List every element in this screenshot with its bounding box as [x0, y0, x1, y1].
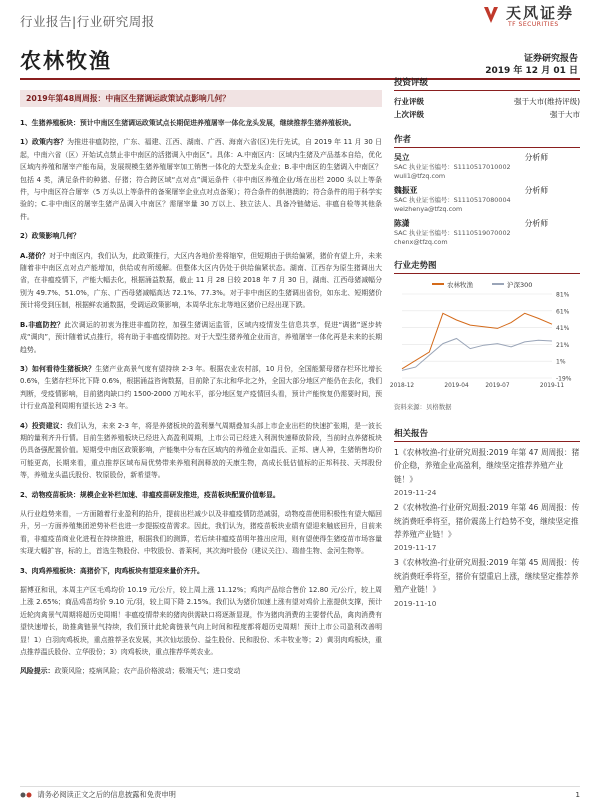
- body-text: [20, 117, 382, 678]
- analyst-name: 魏振亚: [394, 186, 418, 195]
- body-paragraph: [20, 565, 382, 577]
- report-subtitle: 2019年第48周周报：中南区生猪调运政策试点影响几何？: [20, 90, 382, 107]
- report-type: 证券研究报告: [523, 54, 578, 64]
- logo-icon: [480, 3, 502, 27]
- authors-list: [394, 152, 580, 247]
- paragraph-text: 预计中南区生猪调运政策试点长期促进养殖屠宰一体化龙头发展，继续推荐生猪养殖板块。: [79, 119, 356, 127]
- y-tick-label: 1%: [556, 358, 566, 366]
- previous-rating: [394, 108, 580, 121]
- related-report-date: 2019-11-17: [394, 543, 437, 553]
- related-report-link[interactable]: 1《农林牧渔-行业研究周报:2019 年第 47 周周报：猪价企稳，养殖企业高盈利，继续坚定推荐养殖产业链！》: [394, 448, 580, 484]
- analyst-name-row: [394, 152, 580, 163]
- company-logo: [480, 0, 590, 30]
- paragraph-heading: 1、生猪养殖板块：: [20, 119, 80, 127]
- paragraph-text: 生猪产业高景气度有望持续 2-3 年。根据农业农村部，10 月份，全国能繁母猪存栏环比增长 0.6%，生猪存栏环比下降 0.6%，根据涌益咨询数据，目前除了东北和华北之外，全国大部分地区产能仍在去化，我们判断，受疫情影响，目前猪肉缺口约 1500-2000 万吨水平，部分地区复产疫情回头看，预计产能恢复仍需要时间，预计行业高盈利周期有望长达 2-3 年。: [20, 364, 382, 411]
- related-reports-list: [394, 446, 580, 608]
- paragraph-heading: 2、动物疫苗板块：规模企业补栏加速、非瘟疫苗研发推进，疫苗板块配置价值彰显。: [20, 490, 280, 499]
- paragraph-heading: A.猪价？: [20, 251, 49, 260]
- analyst-email[interactable]: chenx@tfzq.com: [394, 238, 448, 246]
- rating-section-title: 投资评级: [394, 76, 580, 91]
- paragraph-text: 为推进非瘟防控，广东、福建、江西、湖南、广西、海南六省(区)先行先试，自 2019 年 11 月 30 日起，中南六省（区）开始试点禁止非中南区的活猪调入中南区”。具体：A.中南区内：区域内生猪及产品基本自给，优化区域内养殖和屠宰产能布局，发展规模生猪养殖屠宰加工销售一体化的大型龙头企业；B.非中南区的生猪调入中南区？包括 4 类，满足条件的种猪、仔猪；符合跨区域“点对点”调运条件（非中南区养殖企业/场在出栏 2000 头以上等条件，与中南区符合屠宰（5 万头以上等条件的备案屠宰企业点对点备案）；符合条件的供港澳的；符合条件的用于科学实验的；C.非中南区的屠宰生猪产品调入中南区？需屠宰量 30 万以上、独立法人、具备冷链储运、非瘟自检等其他条件。: [20, 138, 383, 221]
- body-paragraph: [20, 508, 382, 558]
- sidebar: [389, 76, 580, 790]
- legend-label: 沪深300: [507, 281, 533, 289]
- related-report-link[interactable]: 3《农林牧渔-行业研究周报:2019 年第 45 周周报：传统消费旺季将至，猪价有望重启上涨，继续坚定推荐养殖产业链！》: [394, 558, 580, 595]
- paragraph-text: 此次调运的初衷为推进非瘟防控，加强生猪调运监管，区域内疫情发生信息共享，促进“调猪”逐步转成“调肉”，预计随着试点推行，将有助于非瘟疫情防控。对于大型生猪养殖企业而言，养殖屠宰一体化再是未来的长期趋势。: [20, 320, 383, 354]
- main-content: [20, 84, 382, 790]
- paragraph-text: 我们认为，未来 2-3 年，将是养猪板块的盈利暴气周期叠加头部上市企业出栏的快速扩张期，是一波长期的量利齐升行情。目前生猪养殖板块已经进入高盈利周期，上市公司已经进入利润快速释放阶段，当前时点养猪板块仍具备强配置价值。短期受中南区政策影响，产能集中分布在区域内的养殖企业如温氏、正邦、唐人神，生猪销售均价可能更高，长期来看，重点推荐区域布局优势带来养殖利润释放的天康生物，高成长低估值标的正邦科技、天邦股份等，养殖龙头温氏股份、牧原股份，新希望等。: [20, 421, 382, 480]
- y-tick-label: 21%: [556, 341, 570, 349]
- analyst-role: 分析师: [524, 186, 548, 195]
- report-category: 行业报告|行业研究周报: [20, 14, 155, 29]
- analyst-cert: SAC 执业证书编号：S1110517010002: [394, 163, 511, 171]
- trend-chart-svg: [389, 278, 580, 396]
- paragraph-text: 政策风险；疫病风险；农产品价格波动；极端天气；进口变动: [54, 667, 241, 676]
- paragraph-heading: 3、肉鸡养殖板块：高猪价下，肉鸡板块有望迎来量价齐升。: [20, 566, 204, 575]
- trend-chart: [389, 278, 580, 400]
- chart-source: 资料来源：贝格数据: [394, 403, 452, 411]
- paragraph-text: 据博亚和讯，本周主产区毛鸡均价 10.19 元/公斤，较上周上涨 11.12%；鸡肉产品综合售价 12.80 元/公斤，较上周上涨 2.65%；商品鸡苗均价 9.10 元/羽，较上周下降 2.15%。我们认为猪价加速上涨有望对鸡价上涨提供支撑，预计近轮肉禽景气周期将超历史周期！非瘟疫情带来的猪肉供需缺口将逐渐显现，作为猪肉消费的主要替代品，禽肉消费有望快速增长，助推禽链景气持续，我们预计此轮禽链景气向上时间和程度都将超历史周期！预计上市公司盈利改善明显！1）白羽肉鸡板块，重点推荐圣农发展，其次仙坛股份、益生股份、民和股份、禾丰牧业等；2）黄羽肉鸡板块，重点推荐温氏股份、立华股份；3）肉鸡板块，重点推荐华英农业。: [20, 586, 382, 657]
- page-title: 农林牧渔: [20, 49, 112, 73]
- analyst-entry: [394, 185, 580, 214]
- industry-rating-value: 强于大市(维持评级): [514, 97, 580, 106]
- paragraph-heading: 1）政策内容？: [20, 138, 68, 147]
- page-number: 1: [575, 790, 580, 799]
- related-report-link[interactable]: 2《农林牧渔-行业研究周报:2019 年第 46 周周报：传统消费旺季将至，猪价震荡上行趋势不变，继续坚定推荐养殖产业链！》: [394, 503, 580, 540]
- trend-section-title: 行业走势图: [394, 259, 580, 274]
- x-tick-label: 2019-04: [444, 383, 469, 389]
- analyst-role: 分析师: [524, 219, 548, 228]
- analyst-name-row: [394, 185, 580, 196]
- logo-text: 天风证券: [506, 4, 575, 22]
- analyst-email[interactable]: wuli1@tfzq.com: [394, 172, 446, 180]
- y-tick-label: 81%: [556, 291, 570, 299]
- related-report-date: 2019-11-10: [394, 598, 437, 608]
- logo-subtext: TF SECURITIES: [508, 21, 559, 28]
- paragraph-heading: 2）政策影响几何？: [20, 232, 80, 241]
- body-paragraph: [20, 117, 382, 129]
- paragraph-text: 从行业趋势来看，一方面随着行业盈利的抬升，提前出栏减少以及非瘟疫情防范减弱，动物疫苗使用积极性有望大幅回升，另一方面养殖集团逆势补栏也进一步提振疫苗需求。因此，我们认为，猪疫苗板块业绩有望迎来触底回升，目前来看，非瘟疫苗商业化进程在持续推进，根据我们的测算，若后续非瘟疫苗明年推出应用，则有望使得生猪疫苗市场容量实现大幅扩容，标的上，首选生物股份、中牧股份、普莱柯，其次海叶股份（建议关注）、瑞普生物、金河生物等。: [20, 509, 382, 556]
- analyst-cert: SAC 执业证书编号：S1110517080004: [394, 196, 511, 204]
- body-paragraph: [20, 230, 382, 242]
- body-paragraph: [20, 584, 382, 658]
- y-tick-label: -19%: [556, 375, 572, 383]
- paragraph-heading: 3）如何看待生猪板块？: [20, 364, 96, 373]
- previous-rating-value: 强于大市: [550, 110, 580, 119]
- analyst-role: 分析师: [524, 153, 548, 162]
- x-tick-label: 2018-12: [389, 383, 415, 389]
- report-date: 2019 年 12 月 01 日: [485, 66, 578, 76]
- body-paragraph: [20, 420, 382, 482]
- disclaimer-text[interactable]: 请务必阅读正文之后的信息披露和免责申明: [37, 790, 176, 799]
- analyst-name: 陈潇: [394, 219, 410, 228]
- footer-logo-icon: [20, 791, 32, 799]
- paragraph-text: 对于中南区内，我们认为，此政策推行，大区内各地价差将缩窄，但短期由于供给偏紧，猪价有望上升，未来随着非中南区点对点产能增加，供给或有所缓解。但整体大区内仍处于供给偏紧状态。湖南、江西存为原生猪调出大省，在非瘟疫情下，产能大幅去化，根据涌益数据，截止 11 月 28 日较 2018 年 7 月 30 日，湖南、江西母猪减幅分别为 49.7%、51.0%，广东、广西母猪减幅高达 72.1%、77.3%。对于非中南区的生猪调出省份，如东北、短期猪价预计将受到压制，根据鲜农通数据，受调运政策影响，本周华北东北等地区猪价已经出现下跌。: [20, 251, 382, 310]
- body-paragraph: [20, 250, 382, 312]
- paragraph-heading: 4）投资建议：: [20, 421, 67, 430]
- analyst-name: 吴立: [394, 153, 410, 162]
- industry-rating: [394, 95, 580, 108]
- y-tick-label: 61%: [556, 308, 570, 316]
- analyst-name-row: [394, 218, 580, 229]
- analyst-email[interactable]: weizhenya@tfzq.com: [394, 205, 463, 213]
- x-tick-label: 2019-11: [539, 383, 565, 389]
- industry-rating-label: 行业评级: [394, 97, 424, 106]
- analyst-cert: SAC 执业证书编号：S1110519070002: [394, 229, 511, 237]
- authors-section-title: 作者: [394, 133, 580, 148]
- paragraph-heading: 风险提示：: [20, 667, 55, 676]
- x-tick-label: 2019-07: [485, 383, 510, 389]
- footer: [20, 786, 580, 800]
- analyst-entry: [394, 218, 580, 247]
- related-report-date: 2019-11-24: [394, 488, 437, 498]
- body-paragraph: [20, 665, 382, 677]
- body-paragraph: [20, 363, 382, 413]
- related-section-title: 相关报告: [394, 427, 580, 442]
- body-paragraph: [20, 489, 382, 501]
- paragraph-heading: B.非瘟防控？: [20, 320, 65, 329]
- legend-label: 农林牧渔: [447, 281, 473, 289]
- analyst-entry: [394, 152, 580, 181]
- previous-rating-label: 上次评级: [394, 110, 424, 119]
- y-tick-label: 41%: [556, 325, 570, 333]
- body-paragraph: [20, 136, 382, 223]
- body-paragraph: [20, 319, 382, 356]
